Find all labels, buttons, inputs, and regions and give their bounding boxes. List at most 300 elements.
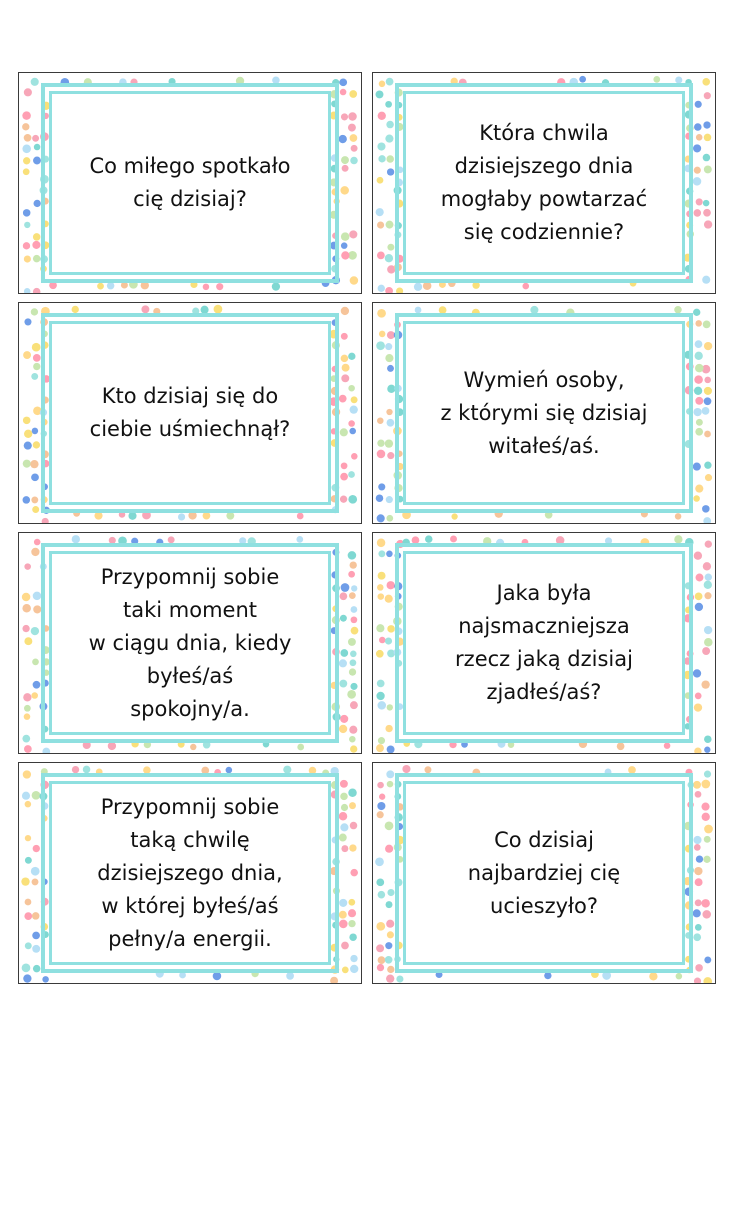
question-card-2 [372,72,716,294]
confetti-dot [350,822,358,830]
confetti-dot [377,680,385,688]
confetti-dot [693,177,702,186]
confetti-dot [72,306,79,313]
confetti-dot [341,242,348,249]
confetti-dot [32,506,39,513]
confetti-dot [339,899,347,907]
confetti-dot [376,878,384,886]
confetti-dot [701,899,710,908]
confetti-dot [350,651,357,658]
confetti-dot [378,572,386,580]
confetti-dot [694,703,702,711]
card-question-text: Która chwila dzisiejszego dnia mogłaby powtarzać się codziennie? [440,121,648,244]
confetti-dot [695,428,703,436]
confetti-dot [22,145,31,154]
confetti-dot [349,90,357,98]
confetti-dot [31,78,39,86]
confetti-dot [377,221,384,228]
confetti-dot [24,222,30,228]
confetti-dot [377,450,386,459]
confetti-dot [23,168,30,175]
confetti-dot [385,135,393,143]
confetti-dot [376,922,385,931]
confetti-dot [704,431,711,438]
confetti-dot [378,956,386,964]
confetti-dot [653,76,660,83]
confetti-dot [348,920,355,927]
confetti-dot [33,233,41,241]
confetti-dot [108,742,116,750]
confetti-dot [24,745,32,753]
confetti-dot [350,683,357,690]
confetti-dot [701,803,709,811]
confetti-dot [341,307,349,315]
confetti-dot [42,748,50,753]
confetti-dot [703,321,711,329]
confetti-dot [32,878,39,885]
confetti-dot [25,857,32,864]
confetti-dot [378,593,385,600]
confetti-dot [704,771,711,778]
confetti-dot [387,889,394,896]
confetti-dot [387,452,394,459]
confetti-dot [348,638,356,646]
confetti-dot [24,912,32,920]
confetti-dot [693,836,701,844]
confetti-dot [693,781,701,789]
confetti-dot [376,692,384,700]
confetti-dot [340,615,347,622]
confetti-dot [385,956,393,964]
confetti-dot [350,965,358,973]
confetti-dot [694,209,702,217]
confetti-dot [704,836,711,843]
confetti-dot [30,460,38,468]
confetti-dot [349,230,357,238]
confetti-dot [23,693,31,701]
confetti-dot [702,647,710,655]
confetti-dot [694,387,702,395]
confetti-dot [272,282,280,290]
confetti-dot [349,428,356,435]
confetti-dot [349,726,357,734]
confetti-dot [348,571,355,578]
confetti-dot [696,574,704,582]
confetti-dot [339,911,347,919]
card-question-text: Przypomnij sobie taką chwilę dzisiejszego dnia, w której byłeś/aś pełny/a energii. [97,794,283,951]
question-card-6 [372,532,716,754]
confetti-dot [348,495,357,504]
confetti-dot [33,288,41,293]
confetti-dot [376,744,384,752]
confetti-dot [386,515,393,522]
confetti-dot [375,857,384,866]
confetti-dot [704,342,712,350]
confetti-dot [387,625,395,633]
confetti-dot [702,407,710,415]
card-question-text: Jaka była najsmaczniejsza rzecz jaką dzisiaj zjadłeś/aś? [455,581,633,704]
confetti-dot [351,606,358,613]
confetti-dot [696,419,703,426]
confetti-dot [703,977,712,983]
confetti-dot [32,428,39,435]
confetti-dot [377,584,384,591]
confetti-dot [376,90,384,98]
confetti-dot [339,659,347,667]
confetti-dot [190,744,196,750]
confetti-dot [694,375,703,384]
confetti-dot [32,912,40,920]
confetti-dot [33,363,40,370]
confetti-dot [33,255,41,263]
confetti-dot [24,563,31,570]
confetti-dot [350,157,358,165]
confetti-dot [703,154,711,162]
confetti-dot [340,473,348,481]
confetti-dot [341,333,348,340]
confetti-dot [378,483,385,490]
confetti-dot [349,736,356,743]
confetti-dot [349,802,356,809]
confetti-dot [339,920,348,929]
confetti-dot [385,439,393,447]
confetti-dot [379,637,386,644]
confetti-dot [342,967,349,974]
confetti-dot [377,539,386,548]
confetti-dot [33,441,40,448]
confetti-dot [386,920,394,928]
confetti-dot [414,283,422,291]
confetti-dot [23,209,31,217]
confetti-dot [379,331,386,338]
confetti-dot [341,113,348,120]
confetti-dot [385,287,393,293]
confetti-dot [342,165,349,172]
confetti-dot [695,924,702,931]
confetti-dot [24,637,32,645]
confetti-dot [340,89,347,96]
confetti-dot [32,135,39,142]
confetti-dot [340,428,348,436]
confetti-dot [705,541,712,548]
confetti-dot [377,514,385,522]
confetti-dot [340,649,348,657]
confetti-dot [348,471,355,478]
confetti-dot [341,942,349,950]
confetti-dot [203,284,210,291]
confetti-dot [376,341,385,350]
confetti-dot [351,453,358,460]
confetti-dot [693,933,701,941]
confetti-dot [339,680,347,688]
confetti-dot [330,977,338,983]
confetti-dot [97,283,104,290]
confetti-dot [376,944,384,952]
confetti-dot [696,855,703,862]
confetti-dot [23,157,30,164]
confetti-dot [25,835,31,841]
confetti-dot [377,417,384,424]
confetti-dot [216,283,223,290]
confetti-dot [31,308,38,315]
question-card-1 [18,72,362,294]
confetti-dot [340,592,348,600]
confetti-dot [695,603,703,611]
confetti-dot [350,955,357,962]
confetti-dot [376,650,384,658]
confetti-dot [341,462,348,469]
confetti-dot [32,791,41,800]
confetti-dot [676,973,683,980]
confetti-dot [704,220,712,228]
confetti-dot [351,396,358,403]
confetti-dot [33,354,41,362]
confetti-dot [695,878,703,886]
confetti-dot [33,592,42,601]
confetti-dot [402,765,410,773]
confetti-dot [348,353,355,360]
confetti-dot [702,505,710,513]
confetti-dot [379,794,385,800]
confetti-dot [31,867,40,876]
confetti-dot [348,899,355,906]
confetti-dot [351,627,359,635]
confetti-dot [339,78,347,86]
confetti-dot [31,496,38,503]
confetti-dot [349,592,356,599]
confetti-dot [694,748,701,753]
confetti-dot [348,551,357,560]
confetti-dot [377,251,385,259]
confetti-dot [386,901,393,908]
confetti-dot [341,583,350,592]
card-question-text: Kto dzisiaj się do ciebie uśmiechnął? [89,384,291,441]
confetti-dot [694,167,701,174]
confetti-dot [387,704,393,710]
confetti-dot [22,625,29,632]
confetti-dot [387,168,394,175]
confetti-dot [23,460,31,468]
confetti-dot [704,735,712,743]
confetti-dot [385,637,392,644]
confetti-dot [340,780,348,788]
confetti-dot [341,232,350,241]
confetti-dot [32,659,39,666]
confetti-dot [31,692,38,699]
confetti-dot [350,405,358,413]
confetti-dot [704,626,712,634]
confetti-dot [703,209,711,217]
confetti-dot [296,536,303,543]
confetti-dot [387,244,394,251]
confetti-dot [396,975,403,982]
confetti-dot [386,496,393,503]
confetti-dot [693,144,701,152]
confetti-dot [32,932,40,940]
confetti-dot [704,825,713,834]
confetti-dot [25,899,32,906]
confetti-dot [21,877,29,885]
confetti-dot [33,965,41,973]
question-card-4 [372,302,716,524]
confetti-dot [695,320,702,327]
confetti-dot [339,725,347,733]
confetti-dot [703,200,710,207]
confetti-dot [693,669,701,677]
confetti-dot [450,535,457,542]
confetti-dot [386,78,394,86]
confetti-dot [23,351,31,359]
confetti-dot [696,134,703,141]
confetti-dot [385,595,393,603]
confetti-dot [704,747,710,753]
confetti-dot [22,792,30,800]
confetti-dot [351,585,357,591]
confetti-dot [387,365,394,372]
confetti-dot [349,844,356,851]
confetti-dot [695,592,703,600]
confetti-dot [24,705,31,712]
confetti-dot [23,417,31,425]
confetti-dot [341,804,348,811]
confetti-dot [378,701,387,710]
confetti-dot [340,715,348,723]
confetti-dot [33,157,41,165]
confetti-dot [348,788,357,797]
confetti-dot [693,463,701,471]
confetti-dot [386,770,394,778]
confetti-dot [23,242,30,249]
confetti-dot [675,513,682,520]
confetti-dot [24,134,32,142]
confetti-dot [178,513,185,520]
confetti-dot [379,81,386,88]
confetti-dot [24,318,31,325]
confetti-dot [349,668,356,675]
confetti-dot [704,377,711,384]
confetti-dot [396,287,403,293]
confetti-dot [23,770,31,778]
confetti-dot [340,496,347,503]
confetti-dot [704,462,711,469]
confetti-dot [694,844,701,851]
confetti-dot [377,802,385,810]
confetti-dot [376,624,384,632]
confetti-dot [22,111,31,120]
confetti-dot [34,144,41,151]
confetti-dot [341,156,349,164]
confetti-dot [339,812,348,821]
question-card-8 [372,762,716,984]
confetti-dot [348,420,355,427]
confetti-dot [351,145,358,152]
confetti-dot [702,813,710,821]
confetti-dot [340,823,348,831]
question-card-3 [18,302,362,524]
confetti-dot [341,374,349,382]
confetti-dot [42,518,49,523]
confetti-dot [544,972,551,979]
confetti-dot [24,288,31,293]
confetti-dot [34,200,41,207]
confetti-dot [378,891,386,899]
confetti-dot [378,112,386,120]
confetti-dot [385,343,392,350]
confetti-dot [704,956,711,963]
confetti-dot [579,76,586,83]
confetti-dot [385,101,392,108]
confetti-dot [704,592,711,599]
confetti-dot [451,513,457,519]
confetti-dot [704,92,711,99]
confetti-dot [695,791,702,798]
confetti-dot [350,745,357,752]
confetti-dot [703,856,710,863]
confetti-dot [24,255,31,262]
confetti-dot [694,867,702,875]
confetti-dot [377,142,385,150]
confetti-dot [693,309,700,316]
confetti-dot [522,283,529,290]
confetti-dot [693,495,700,502]
confetti-dot [22,593,31,602]
confetti-dot [22,123,29,130]
confetti-dot [378,737,385,744]
confetti-dot [25,942,32,949]
confetti-dot [348,112,357,121]
confetti-dot [386,551,393,558]
confetti-dot [649,972,657,980]
confetti-dot [693,909,701,917]
confetti-dot [22,735,30,743]
confetti-dot [705,574,712,581]
confetti-dot [24,88,32,96]
confetti-dot [701,780,710,789]
confetti-dot [385,845,393,853]
confetti-dot [339,395,347,403]
confetti-dot [701,680,709,688]
confetti-dot [617,742,625,750]
confetti-dot [702,910,711,919]
confetti-dot [33,681,41,689]
confetti-dot [695,693,702,700]
confetti-dot [350,561,357,568]
confetti-dot [386,409,392,415]
confetti-dot [25,801,32,808]
confetti-dot [385,942,392,949]
confetti-dot [350,869,358,877]
confetti-dot [22,604,31,613]
confetti-dot [695,964,703,972]
confetti-dot [286,972,294,980]
confetti-dot [704,134,712,142]
confetti-dot [342,364,350,372]
confetti-dot [377,964,384,971]
confetti-dot [387,781,394,788]
confetti-dot [425,535,433,543]
confetti-dot [704,165,712,173]
confetti-dot [386,974,394,982]
question-card-5 [18,532,362,754]
confetti-dot [31,627,39,635]
confetti-dot [694,123,702,131]
confetti-dot [377,177,384,184]
confetti-dot [703,562,711,570]
confetti-dot [377,782,384,789]
confetti-dot [693,408,701,416]
confetti-dot [297,744,304,751]
confetti-dot [351,616,358,623]
